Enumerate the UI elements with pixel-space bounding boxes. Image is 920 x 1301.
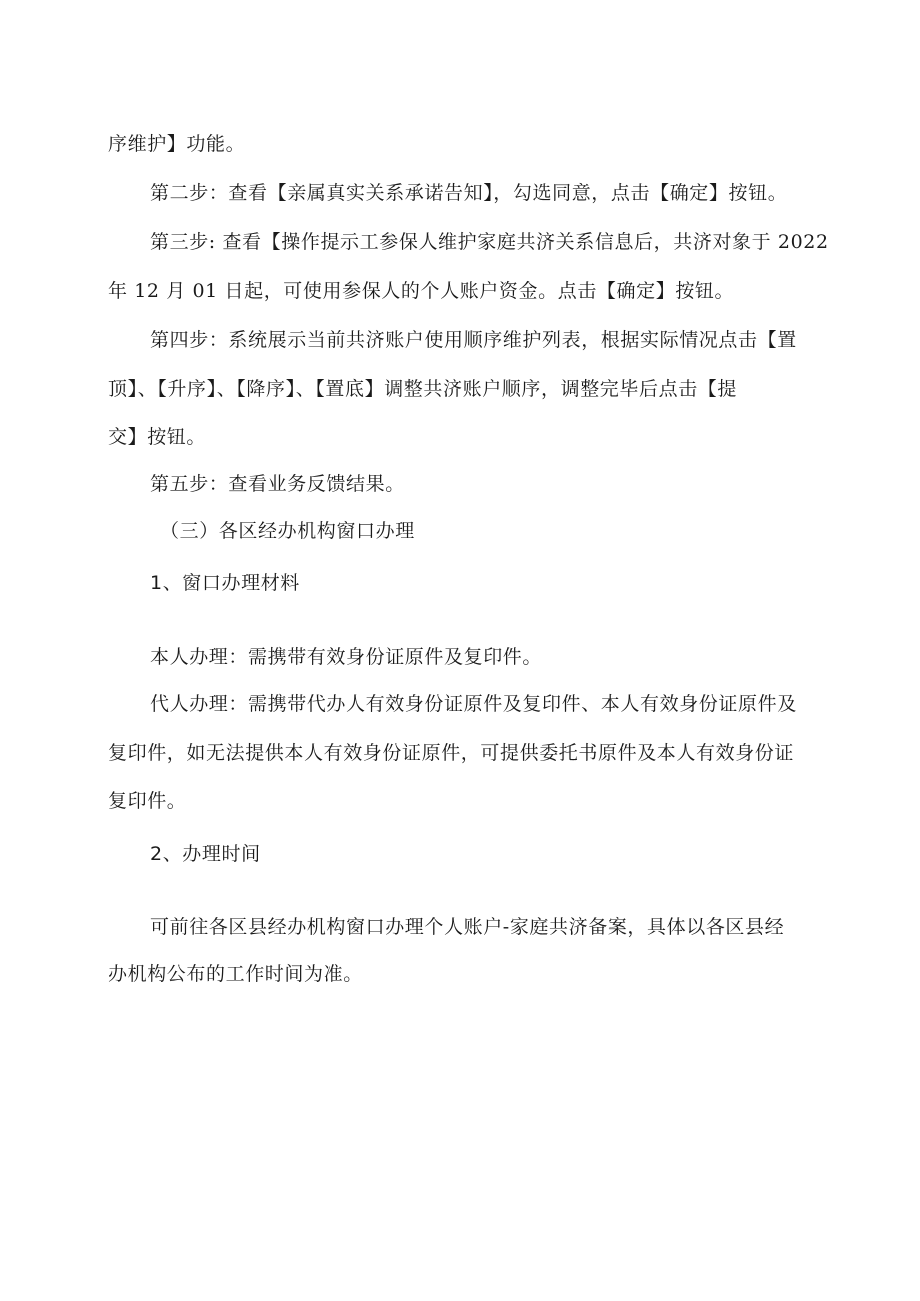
- step-four-continuation-line: 交】按钮。: [108, 426, 207, 448]
- step-four-continuation-line: 顶】、【升序】、【降序】、【置底】调整共济账户顺序，调整完毕后点击【提: [108, 378, 738, 400]
- self-handling-line: 本人办理：需携带有效身份证原件及复印件。: [150, 646, 543, 668]
- step-three-continuation-line: 年 12 月 01 日起，可使用参保人的个人账户资金。点击【确定】按钮。: [108, 280, 735, 302]
- proxy-handling-continuation-line: 复印件。: [108, 790, 187, 812]
- proxy-handling-line: 代人办理：需携带代办人有效身份证原件及复印件、本人有效身份证原件及: [150, 693, 797, 715]
- hours-continuation-line: 办机构公布的工作时间为准。: [108, 963, 363, 985]
- step-two-line: 第二步：查看【亲属真实关系承诺告知】，勾选同意，点击【确定】按钮。: [150, 182, 788, 204]
- subsection-heading-materials: 1、窗口办理材料: [150, 572, 300, 594]
- step-five-line: 第五步：查看业务反馈结果。: [150, 473, 405, 495]
- step-three-line: 第三步: 查看【操作提示工参保人维护家庭共济关系信息后，共济对象于 2022: [150, 231, 829, 253]
- step-four-line: 第四步：系统展示当前共济账户使用顺序维护列表，根据实际情况点击【置: [150, 329, 797, 351]
- hours-line: 可前往各区县经办机构窗口办理个人账户-家庭共济备案，具体以各区县经: [150, 916, 785, 938]
- paragraph-continuation-line: 序维护】功能。: [108, 133, 246, 155]
- subsection-heading-hours: 2、办理时间: [150, 843, 261, 865]
- section-heading: （三）各区经办机构窗口办理: [160, 520, 415, 542]
- proxy-handling-continuation-line: 复印件，如无法提供本人有效身份证原件，可提供委托书原件及本人有效身份证: [108, 742, 795, 764]
